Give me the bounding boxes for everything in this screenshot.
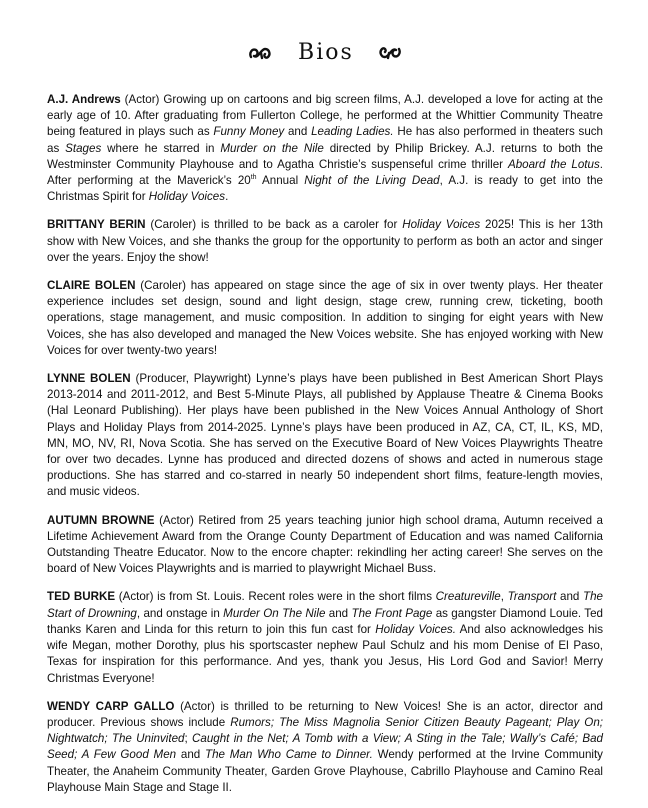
bio-text: and (325, 606, 352, 620)
left-fleuron-icon (248, 42, 280, 63)
bio-text: , (500, 590, 508, 604)
bio-title-italic: Night of the Living Dead (304, 174, 440, 188)
bio-title-italic: Funny Money (213, 125, 285, 139)
bio-paragraph (47, 699, 603, 796)
bio-paragraph (47, 217, 603, 266)
bio-text: as gangster Diamond Louie. Ted thanks Karen and Linda for this return to join this fun cast for (47, 606, 603, 636)
bio-text: And also acknowledges his wife Megan, mother Dorothy, plus his sportscaster nephew Paul Schulz and his mom Denise of El Paso, Texas for inspiration for this performance. And yes, thank you Jesus, His Lord God and Savior! Merry Christmas Everyone! (47, 622, 603, 685)
bio-superscript: th (250, 174, 257, 182)
bio-text: directed by Philip Brickey. A.J. returns to both the Westminster Community Playhouse and to Agatha Christie’s suspenseful crime thriller (47, 141, 603, 171)
bio-text: has appeared on stage since the age of six in over twenty plays. Her theater experience includes set design, sound and light design, stage crew, running crew, ticketing, booth operations, stage management, and music composition. In addition to singing for eight years with New Voices, she has also developed and managed the New Voices website. She has enjoyed working with New Voices for over twenty-two years! (47, 279, 603, 357)
bio-role: (Producer, Playwright) (135, 372, 252, 386)
bio-text: Retired from 25 years teaching junior high school drama, Autumn received a Lifetime Achievement Award from the Orange County Department of Education and was named California Outstanding Theatre Educator. Now to the encore chapter: rekindling her acting career! She serves on the board of New Voices Playwrights and is married to playwright Michael Buss. (47, 513, 603, 576)
bio-name: BRITTANY BERIN (47, 218, 146, 232)
bio-name: AUTUMN BROWNE (47, 513, 155, 527)
bio-title-italic: Aboard the Lotus (507, 157, 600, 171)
bio-text: Lynne’s plays have been published in Best American Short Plays 2013-2014 and 2011-2012, and Best 5-Minute Plays, all published by Applause Theatre & Cinema Books (Hal Leonard Publishing). Her plays have been published in the New Voices Annual Anthology of Short Plays and Holiday Plays from 2014-2025. Lynne’s plays have been produced in AZ, CA, CT, IL, KS, MD, MN, MO, NV, RI, Nova Scotia. She has served on the Executive Board of New Voices Playwrights Theatre for over two decades. Lynne has produced and directed dozens of shows and acted in numerous stage productions. She has starred and co-starred in nearly 50 independent short films, feature-length movies, and music videos. (47, 372, 603, 499)
bio-text: Annual (256, 174, 305, 188)
bio-title-italic: The Man Who Came to Dinner. (205, 748, 373, 762)
bios-page (47, 36, 603, 808)
bio-role: (Actor) (124, 93, 160, 106)
bio-text: is from St. Louis. Recent roles were in the short films (153, 590, 436, 604)
bio-text: He has also performed in theaters such as (47, 125, 604, 155)
bio-text: , A.J. is ready to get into the Christmas Spirit for (47, 174, 603, 204)
right-fleuron-icon (376, 42, 402, 63)
bio-title-italic: The Front Page (351, 606, 433, 620)
bio-role: (Actor) (180, 699, 215, 713)
bio-title-italic: Holiday Voices. (375, 622, 456, 636)
bio-text: and (284, 125, 312, 139)
bio-text: Growing up on cartoons and big screen films, A.J. developed a love for acting at the early age of 10. After graduating from Fullerton College, he performed at the Whittier Community Theatre being featured in plays such as (47, 93, 603, 139)
bio-text: . After performing at the Maverick’s 20 (47, 157, 603, 188)
bio-title-italic: Caught in the Net; A Tomb with a View; A Sting in the Tale; Wally’s Café; Bad Seed; A Few Good Men (47, 732, 603, 762)
bio-paragraph (47, 371, 603, 501)
bio-paragraph (47, 278, 603, 359)
bio-title-italic: Rumors; The Miss Magnolia Senior Citizen Beauty Pageant; Play On; Nightwatch; The Uninvited (47, 715, 603, 746)
bio-title-italic: Creatureville (435, 590, 501, 604)
bio-text: , and onstage in (136, 606, 224, 620)
bio-text: 2025! This is her 13th show with New Voices, and she thanks the group for the opportunity to perform as both an actor and singer over the years. Enjoy the show! (47, 218, 603, 264)
bio-title-italic: Leading Ladies. (311, 125, 394, 139)
bio-title-italic: The Start of Drowning (47, 590, 603, 620)
bio-text: ; (184, 732, 193, 746)
page-header (47, 36, 603, 70)
bio-name: CLAIRE BOLEN (47, 279, 136, 293)
bio-title-italic: Stages (65, 141, 102, 155)
bio-paragraph (47, 92, 603, 205)
bio-text: is thrilled to be returning to New Voices! She is an actor, director and producer. Previous shows include (47, 699, 603, 729)
bio-text: . (225, 190, 229, 204)
bio-name: WENDY CARP GALLO (47, 699, 175, 713)
bio-role: (Actor) (159, 513, 194, 527)
bio-name: TED BURKE (47, 590, 116, 604)
bio-text: is thrilled to be back as a caroler for (196, 218, 403, 232)
page-title: Bios (298, 40, 354, 65)
bio-role: (Actor) (118, 590, 154, 604)
bios-list (47, 92, 603, 796)
bio-text: and (556, 590, 584, 604)
bio-role: (Caroler) (140, 279, 187, 293)
bio-name: LYNNE BOLEN (47, 372, 131, 386)
bio-name: A.J. Andrews (47, 93, 121, 106)
bio-paragraph (47, 513, 603, 578)
bio-title-italic: Murder On The Nile (223, 606, 326, 620)
bio-text: and (176, 748, 206, 762)
bio-title-italic: Murder on the Nile (220, 141, 324, 155)
bio-title-italic: Transport (507, 590, 557, 604)
bio-text: Wendy performed at the Irvine Community Theater, the Anaheim Community Theater, Garden Grove Playhouse, Cabrillo Playhouse and Camino Real Playhouse Main Stage and Stage II. (47, 748, 603, 794)
bio-role: (Caroler) (150, 218, 197, 232)
bio-title-italic: Holiday Voices (148, 190, 226, 204)
bio-text: where he starred in (101, 141, 221, 155)
bio-title-italic: Holiday Voices (402, 218, 481, 232)
bio-paragraph (47, 589, 603, 686)
